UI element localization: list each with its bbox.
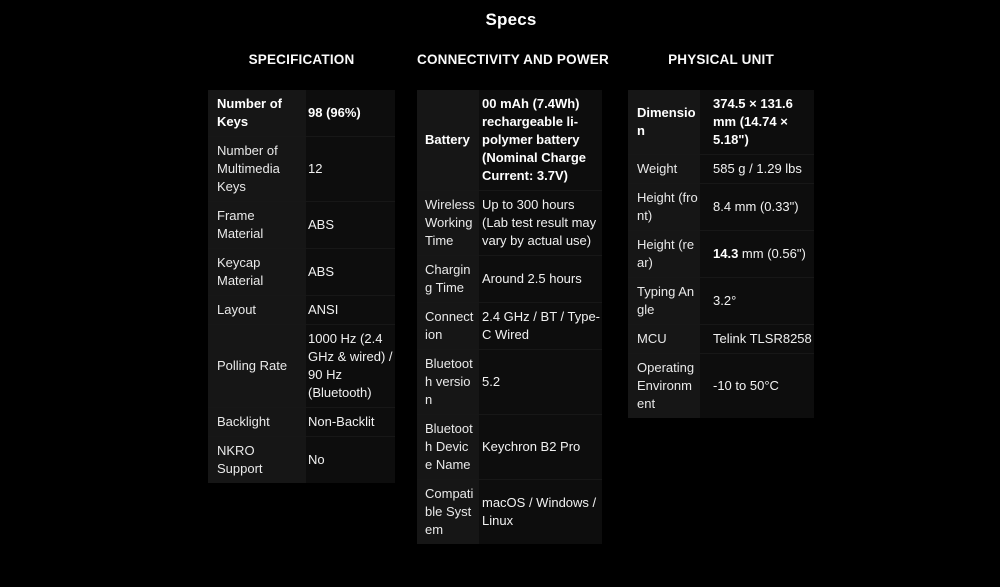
spec-label: Battery [417,90,479,190]
spec-row [628,155,814,184]
spec-row [417,90,602,191]
spec-label: Backlight [208,408,306,436]
spec-row [208,137,395,202]
spec-label: Number of Multimedia Keys [208,137,306,201]
column-specification [208,52,395,483]
spec-label: Operating Environment [628,354,700,418]
spec-label: Polling Rate [208,325,306,407]
spec-value: -10 to 50°C [700,354,814,418]
physical-unit-table [628,90,814,418]
connectivity-and-power-table [417,90,602,544]
page-title: Specs [485,10,537,29]
spec-row [208,325,395,408]
spec-row [208,408,395,437]
spec-value: Up to 300 hours (Lab test result may vary by actual use) [479,191,602,255]
spec-row [417,480,602,544]
spec-label: Charging Time [417,256,479,302]
spec-value: 5.2 [479,350,602,414]
spec-value: 374.5 × 131.6 mm (14.74 × 5.18") [700,90,814,154]
specification-table [208,90,395,483]
spec-label: Keycap Material [208,249,306,295]
spec-value: 98 (96%) [306,90,395,136]
spec-value: 585 g / 1.29 lbs [700,155,814,183]
spec-value: Keychron B2 Pro [479,415,602,479]
spec-value: 1000 Hz (2.4 GHz & wired) / 90 Hz (Bluetooth) [306,325,395,407]
column-header-specification: SPECIFICATION [248,52,355,67]
column-physical-unit [628,52,814,418]
spec-row [208,296,395,325]
spec-row [208,437,395,483]
spec-row [208,202,395,249]
spec-label: Dimension [628,90,700,154]
spec-value: 12 [306,137,395,201]
spec-row [628,90,814,155]
spec-label: Wireless Working Time [417,191,479,255]
spec-row [628,354,814,418]
spec-row [417,350,602,415]
spec-value: ABS [306,249,395,295]
spec-value: Telink TLSR8258 [700,325,814,353]
spec-value: 2.4 GHz / BT / Type-C Wired [479,303,602,349]
spec-label: Height (rear) [628,231,700,277]
spec-row [208,249,395,296]
spec-label: Frame Material [208,202,306,248]
spec-label: Compatible System [417,480,479,544]
column-header-physical-unit: PHYSICAL UNIT [668,52,774,67]
spec-label: Connection [417,303,479,349]
spec-value: 8.4 mm (0.33") [700,184,814,230]
spec-row [417,415,602,480]
spec-row [417,256,602,303]
spec-row [628,278,814,325]
spec-row [417,191,602,256]
spec-row [417,303,602,350]
spec-row [628,184,814,231]
spec-value: Non-Backlit [306,408,395,436]
spec-label: NKRO Support [208,437,306,483]
spec-value: 14.3 mm (0.56") [700,231,814,277]
spec-label: Weight [628,155,700,183]
spec-label: Bluetooth Device Name [417,415,479,479]
spec-value: 00 mAh (7.4Wh) rechargeable li-polymer battery (Nominal Charge Current: 3.7V) [479,90,602,190]
spec-label: MCU [628,325,700,353]
spec-label: Height (front) [628,184,700,230]
column-connectivity-and-power [417,52,609,544]
spec-value: macOS / Windows / Linux [479,480,602,544]
spec-value: Around 2.5 hours [479,256,602,302]
spec-label: Layout [208,296,306,324]
spec-row [628,325,814,354]
spec-label: Bluetooth version [417,350,479,414]
spec-value: 3.2° [700,278,814,324]
spec-label: Typing Angle [628,278,700,324]
spec-row [208,90,395,137]
spec-value: ABS [306,202,395,248]
spec-row [628,231,814,278]
spec-value: ANSI [306,296,395,324]
spec-label: Number of Keys [208,90,306,136]
spec-value: No [306,437,395,483]
column-header-connectivity-and-power: CONNECTIVITY AND POWER [417,52,609,67]
